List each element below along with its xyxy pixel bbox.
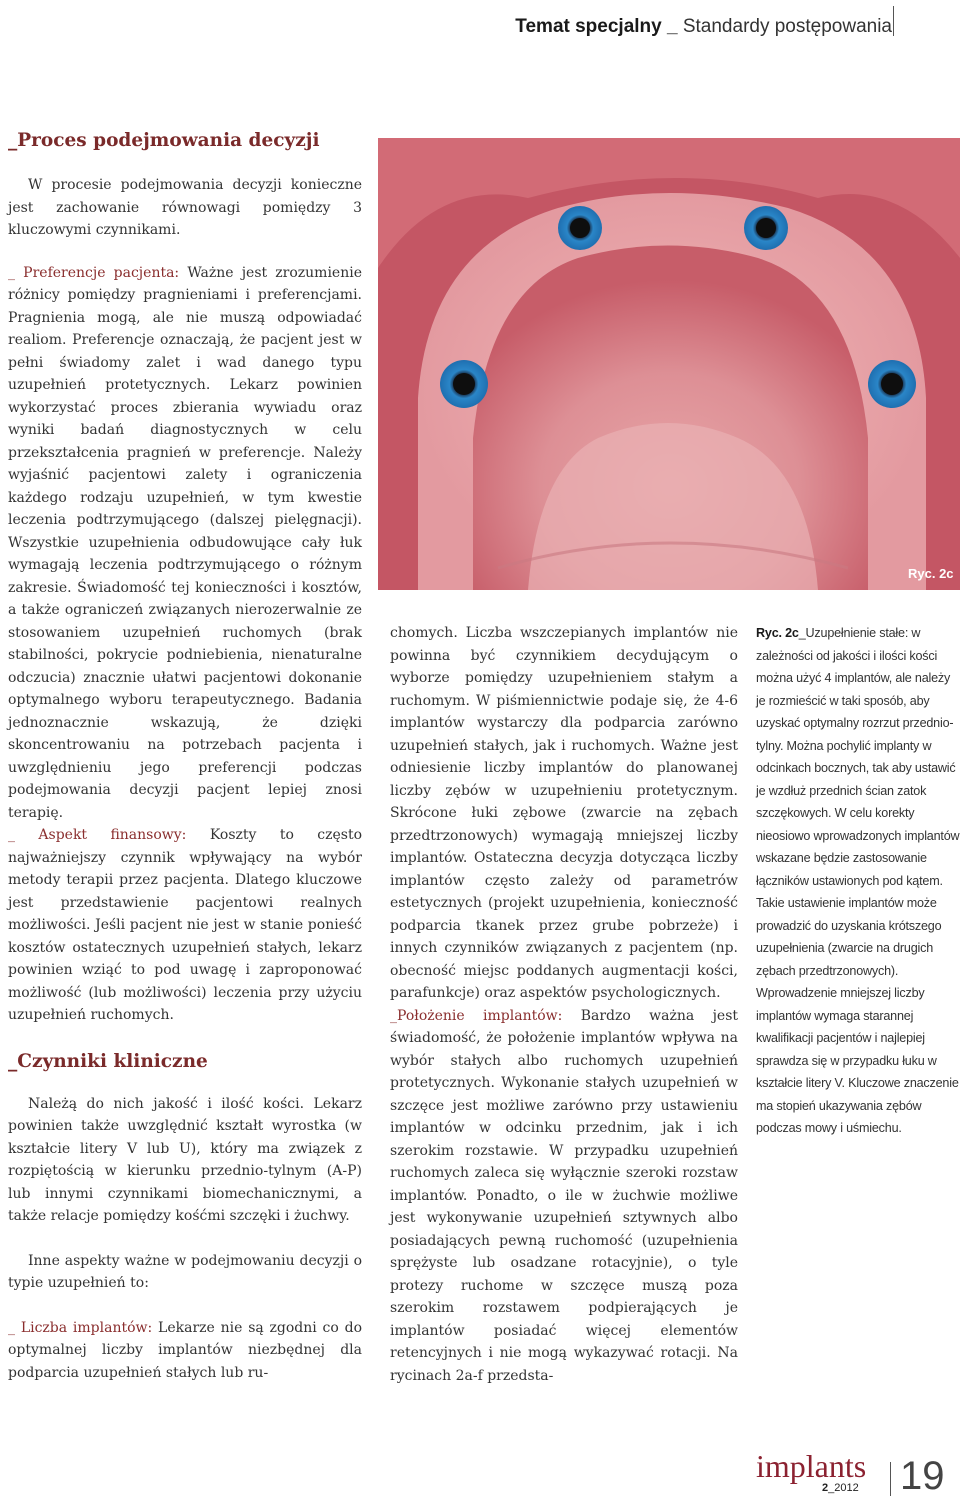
- header-subsection: Standardy postępowania: [682, 16, 892, 37]
- paragraph-implant-position: _Położenie implantów: Bardzo ważna jest świadomość, że położenie implantów wpływa na wybór stałych albo ruchomych uzupełnień protetycznych. Wykonanie stałych uzupełnień w szczęce jest możliwe zarówno przy ustawieniu implantów w odcinku przednim, jak i ich szerokim rozstawie. W przypadku uzupełnień ruchomych zaleca się wyłącznie szeroki rozstaw implantów. Ponadto, o ile w żuchwie możliwe jest wykonywanie uzupełnień sztywnych albo posiadających pewną ruchomość (uzupełnienia sprężyste lub osadzane rotacyjnie), o tyle protezy ruchome w szczęce muszą poza szerokim rozstawem podpierających je implantów posiadać więcej elementów retencyjnych i nie mogą wykazywać rotacji. Na rycinach 2a-f przedsta-: [390, 1007, 739, 1384]
- implant-icon: [744, 206, 788, 250]
- issue-number: 2_2012: [822, 1482, 859, 1494]
- column-middle: [390, 622, 738, 1387]
- clinical-photo: [378, 138, 960, 590]
- column-left: [8, 128, 362, 1384]
- page-number: 19: [900, 1454, 945, 1498]
- paragraph-financial-aspect: _ Aspekt finansowy: Koszty to często najważniejszy czynnik wpływający na wybór metody terapii przez pacjenta. Dlatego kluczowe jest przedstawienie pacjentowi realnych możliwości. Jeśli pacjent nie jest w stanie ponieść kosztów ostatecznych uzupełnień stałych, lekarz powinien wziąć to pod uwagę i zaproponować możliwość (lub możliwości) leczenia przy użyciu uzupełnień ruchomych.: [8, 827, 363, 1023]
- running-header: [515, 12, 892, 42]
- section-title-clinical: _Czynniki kliniczne: [8, 1050, 208, 1072]
- paragraph-bone-quality: Należą do nich jakość i ilość kości. Lekarz powinien także uwzględnić kształt wyrostka (w kształcie litery V lub U), który ma związek z rozpiętością w kierunku przednio-tylnym (A-P) lub innymi czynnikami biomechanicznymi, a także relacje pomiędzy kośćmi szczęki i żuchwy.: [8, 1095, 362, 1224]
- implant-icon: [868, 360, 916, 408]
- column-caption: [756, 622, 960, 1140]
- paragraph-implant-count: _ Liczba implantów: Lekarze nie są zgodni co do optymalnej liczby implantów niezbędnej dla podparcia uzupełnień stałych lub ru-: [8, 1319, 363, 1381]
- figure-caption: Ryc. 2c_Uzupełnienie stałe: w zależności od jakości i ilości kości można użyć 4 implantów, ale należy je rozmieścić w taki sposób, aby uzyskać optymalny rozrzut przednio-tylny. Można pochylić implanty w odcinkach bocznych, tak aby ustawić je wzdłuż przednich ścian zatok szczękowych. W celu korekty nieosiowo wprowadzonych implantów wskazane będzie zastosowanie łączników ustawionych pod kątem. Takie ustawienie implantów może prowadzić do uzyskania krótszego uzupełnienia (zwarcie na drugich zębach przedtrzonowych). Wprowadzenie mniejszej liczby implantów wymaga starannej kwalifikacji pacjentów i najlepiej sprawdza się w przypadku łuku w kształcie litery V. Kluczowe znaczenie ma stopień ukazywania zębów podczas mowy i uśmiechu.: [756, 626, 960, 1135]
- implant-icon: [558, 206, 602, 250]
- maxilla-implants-image: [378, 138, 960, 590]
- paragraph-implant-count-cont: chomych. Liczba wszczepianych implantów nie powinna być czynnikiem decydującym o wyborze pomiędzy uzupełnieniem stałym a ruchomym. W piśmiennictwie podaje się, że 4-6 implantów wystarczy dla podparcia zarówno uzupełnień stałych, jak i ruchomych. Ważne jest odniesienie liczby implantów do planowanej liczby zębów w uzupełnieniu protetycznym. Skrócone łuki zębowe (zwarcie na zębach przedtrzonowych) wymagają mniejszej liczby implantów. Ostateczna decyzja dotycząca liczby implantów często zależy od parametrów estetycznych (projekt uzupełnienia, konieczność podparcia tkanek przez grube pobrzeże) i innych czynników związanych z pacjentem (np. obecność miejsc poddanych augmentacji kości, parafunkcje) oraz aspektów psychologicznych.: [390, 625, 738, 1001]
- paragraph-other-aspects: Inne aspekty ważne w podejmowaniu decyzji o typie uzupełnień to:: [8, 1252, 362, 1291]
- header-divider: [893, 6, 894, 36]
- magazine-logo: implants: [756, 1448, 867, 1484]
- implant-icon: [440, 360, 488, 408]
- paragraph-patient-preferences: _ Preferencje pacjenta: Ważne jest zrozumienie różnicy pomiędzy pragnieniami i preferencjami. Pragnienia mogą, ale nie muszą odpowiadać realiom. Preferencje oznaczają, że pacjent jest w pełni świadomy zalet i wad danego typu uzupełnień protetycznych. Lekarz powinien wykorzystać proces zbierania wywiadu oraz wyniki badań diagnostycznych w celu przekształcenia pragnień w preferencje. Należy wyjaśnić pacjentowi zalety i ograniczenia każdego rodzaju uzupełnień, w tym kwestie leczenia podtrzymującego (dalszej pielęgnacji). Wszystkie uzupełnienia odbudowujące cały łuk wymagają leczenia podtrzymującego o różnym zakresie. Świadomość tej konieczności i kosztów, a także ograniczeń związanych nierozerwalnie ze stosowaniem uzupełnień ruchomych (brak stabilności, pokrycie podniebienia, nienaturalne odczucia) znacznie ułatwi pacjentowi dokonanie optymalnego wyboru terapeutycznego. Badania jednoznacznie wskazują, że dzięki skoncentrowaniu na potrzebach pacjenta i uwzględnieniu jego preferencji podczas podejmowania decyzji pacjent lepiej znosi terapię.: [8, 264, 363, 821]
- header-section: Temat specjalny _: [515, 16, 678, 37]
- section-title-decision: _Proces podejmowania decyzji: [8, 130, 320, 151]
- footer-divider: [890, 1462, 891, 1496]
- figure-label: Ryc. 2c: [908, 566, 954, 581]
- intro-paragraph: W procesie podejmowania decyzji konieczne jest zachowanie równowagi pomiędzy 3 kluczowymi czynnikami.: [8, 177, 362, 238]
